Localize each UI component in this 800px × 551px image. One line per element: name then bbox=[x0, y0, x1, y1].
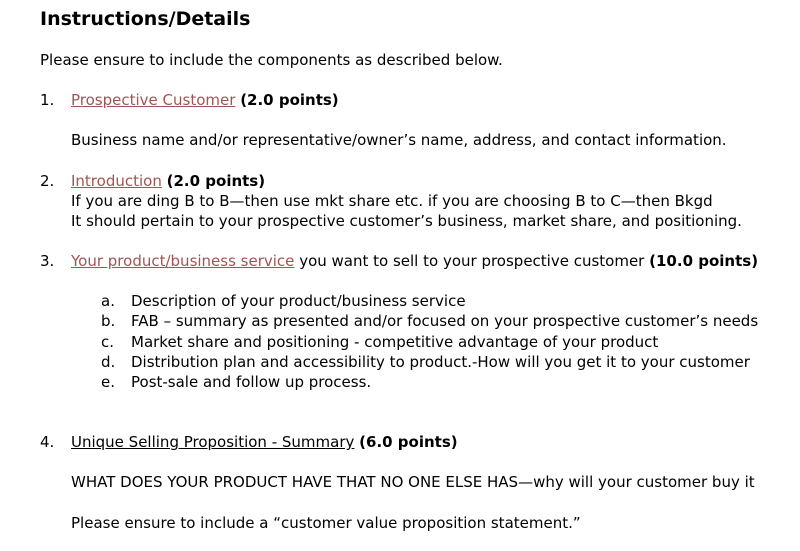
section-4-points: (6.0 points) bbox=[359, 433, 458, 451]
section-4-line-2: Please ensure to include a “customer value proposition statement.” bbox=[71, 514, 581, 532]
link-introduction[interactable]: Introduction bbox=[71, 172, 162, 190]
subitem-a-letter: a. bbox=[101, 292, 115, 310]
link-product-business-service[interactable]: Your product/business service bbox=[71, 252, 295, 270]
subitem-b-letter: b. bbox=[101, 312, 116, 330]
section-4-number: 4. bbox=[40, 433, 55, 451]
section-2-number: 2. bbox=[40, 172, 55, 190]
section-1-heading bbox=[71, 90, 339, 110]
section-3-after-link: you want to sell to your prospective customer bbox=[299, 252, 645, 270]
intro-text: Please ensure to include the components as described below. bbox=[40, 51, 503, 69]
subitem-c-text: Market share and positioning - competitive advantage of your product bbox=[131, 333, 659, 351]
section-2-heading bbox=[71, 171, 265, 191]
subitem-d-text: Distribution plan and accessibility to product.-How will you get it to your customer bbox=[131, 353, 750, 371]
section-1-number: 1. bbox=[40, 91, 55, 109]
link-unique-selling-proposition[interactable]: Unique Selling Proposition - Summary bbox=[71, 433, 355, 451]
section-1-line-1: Business name and/or representative/owner’s name, address, and contact information. bbox=[71, 131, 727, 149]
section-4-line-1: WHAT DOES YOUR PRODUCT HAVE THAT NO ONE ELSE HAS—why will your customer buy it bbox=[71, 473, 755, 491]
section-3-number: 3. bbox=[40, 252, 55, 270]
section-3-heading bbox=[71, 251, 758, 271]
section-1-points: (2.0 points) bbox=[240, 91, 339, 109]
section-2-points: (2.0 points) bbox=[166, 172, 266, 190]
link-prospective-customer[interactable]: Prospective Customer bbox=[71, 91, 236, 109]
subitem-b-text: FAB – summary as presented and/or focused on your prospective customer’s needs bbox=[131, 312, 759, 330]
subitem-d-letter: d. bbox=[101, 353, 116, 371]
subitem-e-text: Post-sale and follow up process. bbox=[131, 373, 372, 391]
section-3-points: (10.0 points) bbox=[649, 252, 759, 270]
page-title: Instructions/Details bbox=[40, 8, 251, 30]
subitem-a-text: Description of your product/business service bbox=[131, 292, 466, 310]
subitem-c-letter: c. bbox=[101, 333, 115, 351]
section-2-line-1: If you are ding B to B—then use mkt share etc. if you are choosing B to C—then Bkgd bbox=[71, 192, 713, 210]
section-2-line-2: It should pertain to your prospective customer’s business, market share, and positioning. bbox=[71, 212, 742, 230]
section-4-heading bbox=[71, 432, 458, 452]
subitem-e-letter: e. bbox=[101, 373, 115, 391]
